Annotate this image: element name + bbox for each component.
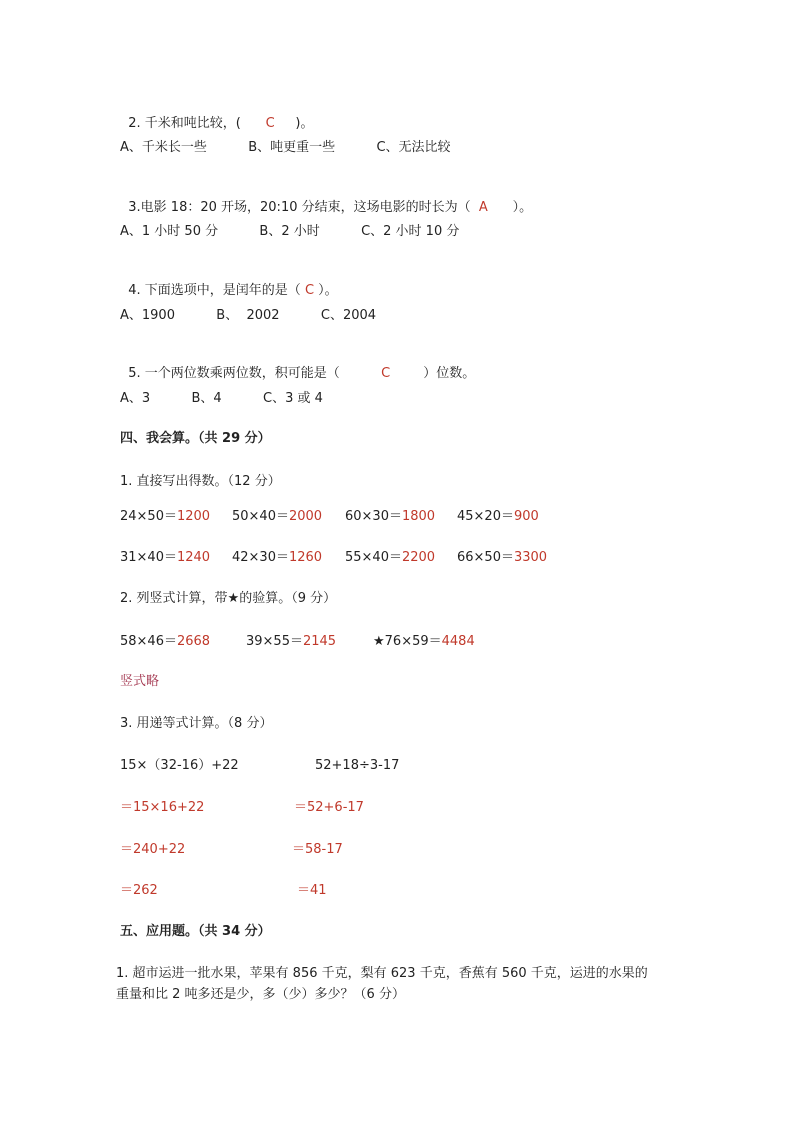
question-3	[120, 181, 532, 217]
vertical-calc-note: 竖式略	[120, 674, 160, 689]
question-4-text: 4. 下面选项中，是闰年的是（	[128, 283, 305, 298]
step-left: ＝15×16+22	[120, 800, 205, 815]
expression-left: 15×（32-16）+22	[120, 758, 239, 773]
section-4-question-2: 2. 列竖式计算，带★的验算。（9 分）	[120, 591, 337, 606]
question-4	[120, 264, 338, 300]
calc-question: 50×40＝	[232, 509, 289, 524]
answer-2: C	[265, 116, 275, 131]
calc-item	[232, 508, 322, 526]
question-5-text: 5. 一个两位数乘两位数，积可能是（	[128, 366, 382, 381]
calc-question: 31×40＝	[120, 550, 177, 565]
step-right: ＝58-17	[292, 842, 343, 857]
question-4-tail: ）。	[314, 283, 338, 298]
calc-item	[457, 508, 539, 526]
calc-question: 39×55＝	[246, 634, 303, 649]
calc-item	[120, 549, 210, 567]
step-left: ＝262	[120, 883, 158, 898]
calc-question: 66×50＝	[457, 550, 514, 565]
question-2	[120, 97, 313, 133]
calc-item	[232, 549, 322, 567]
section-5-question-1-line-2: 重量和比 2 吨多还是少，多（少）多少？（6 分）	[116, 987, 405, 1002]
question-5-tail: ）位数。	[390, 366, 476, 381]
question-3-tail: ）。	[487, 200, 533, 215]
calc-question: 60×30＝	[345, 509, 402, 524]
calc-answer: 2668	[176, 634, 211, 649]
calc-question: 45×20＝	[457, 509, 514, 524]
step-left: ＝240+22	[120, 842, 186, 857]
section-4-title: 四、我会算。（共 29 分）	[120, 431, 271, 446]
calc-question: 55×40＝	[345, 550, 402, 565]
calc-item	[120, 633, 210, 651]
calc-answer: 900	[513, 509, 539, 524]
calc-answer: 3300	[513, 550, 548, 565]
calc-question: ★76×59＝	[373, 634, 442, 649]
calc-question: 24×50＝	[120, 509, 177, 524]
answer-4: C	[304, 283, 315, 298]
calc-question: 58×46＝	[120, 634, 177, 649]
question-2-text: 2. 千米和吨比较，(	[128, 116, 266, 131]
calc-item	[457, 549, 547, 567]
answer-5: C	[381, 366, 391, 381]
calc-item	[120, 508, 210, 526]
question-3-options: A、1 小时 50 分 B、2 小时 C、2 小时 10 分	[120, 224, 460, 239]
calc-answer: 2200	[401, 550, 436, 565]
section-4-question-3: 3. 用递等式计算。（8 分）	[120, 716, 273, 731]
calc-item	[345, 549, 435, 567]
calc-item	[345, 508, 435, 526]
section-5-question-1-line-1: 1. 超市运进一批水果，苹果有 856 千克，梨有 623 千克，香蕉有 560 千克，运进的水果的	[116, 966, 648, 981]
question-4-options: A、1900 B、 2002 C、2004	[120, 308, 377, 323]
calc-item	[373, 633, 475, 651]
calc-answer: 2145	[302, 634, 337, 649]
question-2-tail: )。	[274, 116, 314, 131]
calc-answer: 2000	[288, 509, 323, 524]
calc-answer: 1240	[176, 550, 211, 565]
step-right: ＝41	[297, 883, 327, 898]
calc-question: 42×30＝	[232, 550, 289, 565]
question-5	[120, 347, 475, 383]
calc-answer: 1260	[288, 550, 323, 565]
step-right: ＝52+6-17	[294, 800, 364, 815]
calc-answer: 1200	[176, 509, 211, 524]
question-2-options: A、千米长一些 B、吨更重一些 C、无法比较	[120, 140, 451, 155]
section-4-question-1: 1. 直接写出得数。（12 分）	[120, 474, 281, 489]
calc-item	[246, 633, 336, 651]
calc-answer: 4484	[441, 634, 475, 649]
question-3-text: 3.电影 18：20 开场，20:10 分结束，这场电影的时长为（	[128, 200, 479, 215]
section-5-title: 五、应用题。（共 34 分）	[120, 924, 271, 939]
question-5-options: A、3 B、4 C、3 或 4	[120, 391, 323, 406]
expression-right: 52+18÷3-17	[315, 758, 400, 773]
answer-3: A	[478, 200, 488, 215]
calc-answer: 1800	[401, 509, 436, 524]
